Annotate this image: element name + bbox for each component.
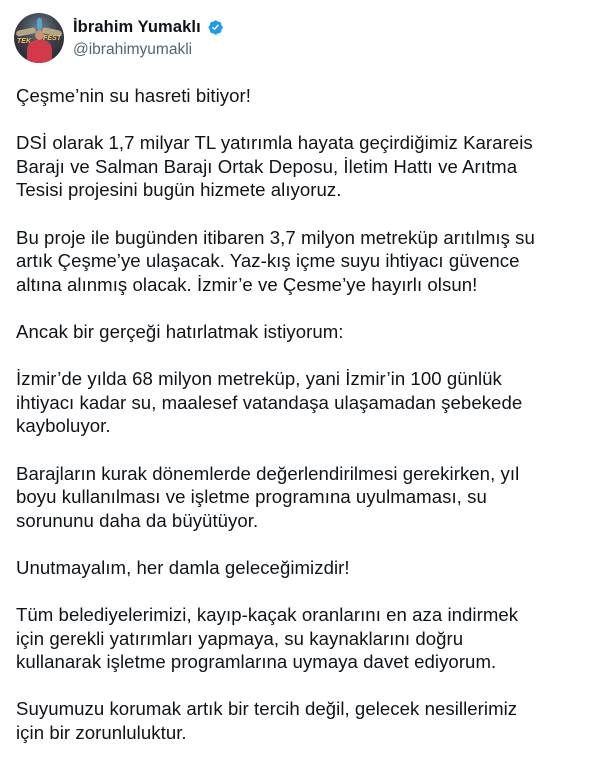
verified-badge-icon [207,19,224,36]
avatar-banner-text-right: FEST [43,35,61,42]
text-line: Çeşme’nin su hasreti bitiyor! [16,85,251,106]
user-handle[interactable]: @ibrahimyumakli [73,41,193,58]
text-line: Bu proje ile bugünden itibaren 3,7 milyon metreküp arıtılmış su [16,226,535,248]
text-line: Barajların kurak dönemlerde değerlendirilmesi gerekirken, yıl [16,462,520,484]
paragraph-project-announcement [16,131,591,202]
text-line: Suyumuzu korumak artık bir tercih değil, gelecek nesillerimiz [16,698,518,720]
text-line: ihtiyacı kadar su, maalesef vatandaşa ulaşamadan şebekede [16,391,523,413]
display-name[interactable]: İbrahim Yumaklı [73,17,201,36]
text-line: Unutmayalım, her damla geleceğimizdir! [16,556,350,578]
avatar-banner-text-left: TEK [17,38,31,45]
text-line: altına alınmış olacak. İzmir’e ve Çesme’ye hayırlı olsun! [16,273,478,295]
text-line: sorununu daha da büyütüyor. [16,509,259,531]
text-line: boyu kullanılması ve işletme programına uyulmaması, su [16,486,487,508]
text-line: Tüm belediyelerimizi, kayıp-kaçak oranlarını en aza indirmek [16,604,519,626]
avatar[interactable] [14,13,64,63]
paragraph-water-loss [16,367,591,438]
text-line: Tesisi projesini bugün hizmete alıyoruz. [16,179,342,201]
text-line: kayboluyor. [16,415,111,437]
user-meta [73,16,224,60]
paragraph-every-drop [16,556,591,580]
text-line: için bir zorunluluktur. [16,722,187,744]
paragraph-water-supply [16,226,591,297]
avatar-wing-left-decoration [16,27,37,37]
paragraph-headline [16,84,591,108]
paragraph-municipal-call [16,603,591,674]
avatar-plume-decoration [37,18,42,30]
post-text [16,84,591,768]
text-line: kullanarak işletme programlarına uymaya davet ediyorum. [16,651,497,673]
text-line: İzmir’de yılda 68 milyon metreküp, yani İzmir’in 100 günlük [16,368,502,390]
text-line: Barajı ve Salman Barajı Ortak Deposu, İletim Hattı ve Arıtma [16,155,518,177]
text-line: için gerekli yatırımları yapmaya, su kaynaklarını doğru [16,627,464,649]
post-header [14,13,224,63]
name-row [73,16,224,38]
paragraph-closing [16,697,591,744]
paragraph-dam-usage [16,462,591,533]
text-line: artık Çeşme’ye ulaşacak. Yaz-kış içme suyu ihtiyacı güvence [16,250,520,272]
text-line: DSİ olarak 1,7 milyar TL yatırımla hayata geçirdiğimiz Karareis [16,132,533,154]
paragraph-reminder-intro [16,320,591,344]
text-line: Ancak bir gerçeği hatırlatmak istiyorum: [16,320,344,342]
